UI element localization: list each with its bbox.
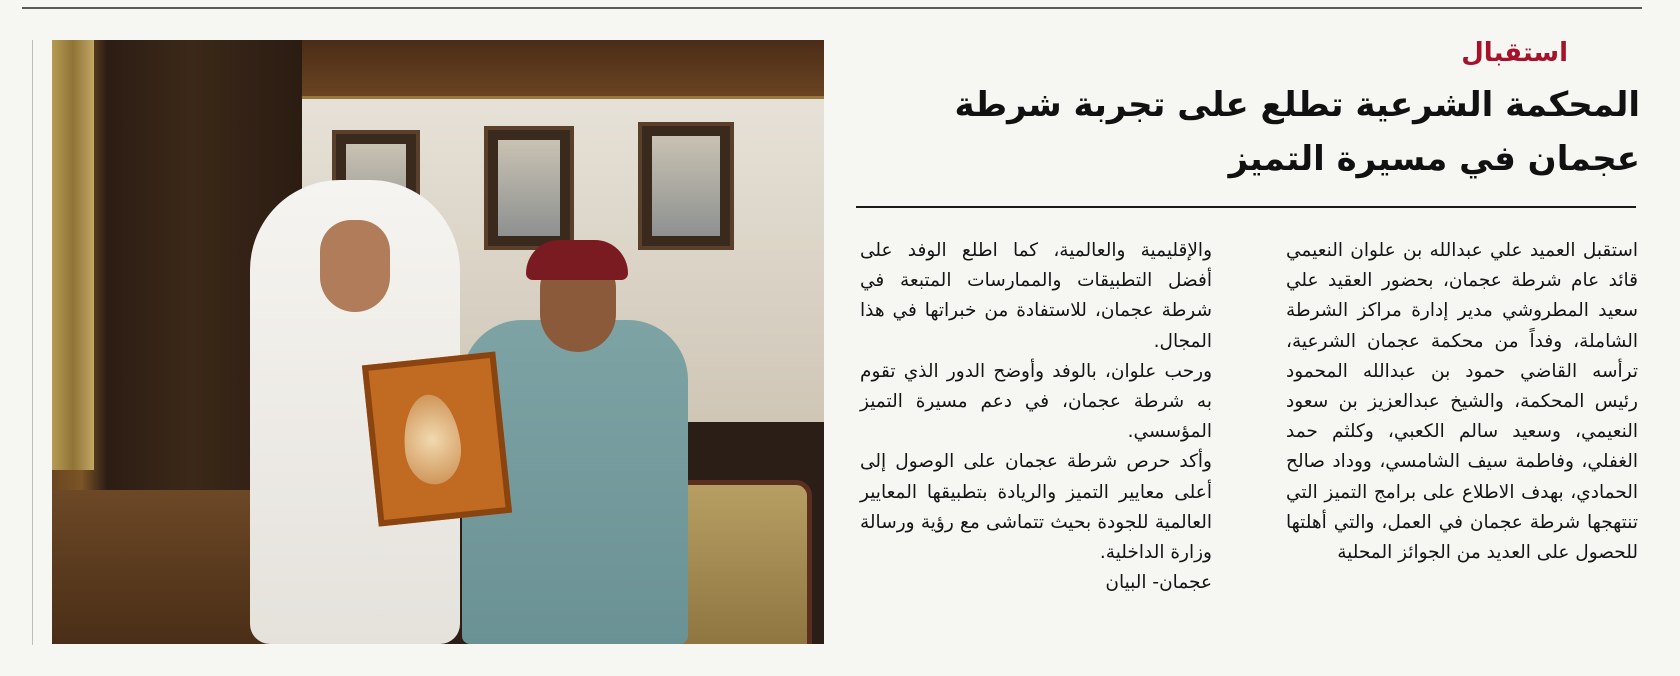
portrait-frame: [484, 126, 574, 250]
body-paragraph: استقبل العميد علي عبدالله بن علوان النعيمي قائد عام شرطة عجمان، بحضور العقيد علي سعيد المطروشي مدير إدارة مراكز الشرطة الشاملة، وفداً من محكمة عجمان الشرعية، ترأسه القاضي حمود بن عبدالله المحمود رئيس المحكمة، والشيخ عبدالعزيز بن سعود النعيمي، وسعيد سالم الكعبي، وكلثم حمد الغفلي، وفاطمة سيف الشامسي، ووداد صالح الحمادي، بهدف الاطلاع على برامج التميز التي تنتهجها شرطة عجمان في العمل، والتي أهلتها للحصول على العديد من الجوائز المحلية: [1286, 240, 1638, 564]
body-paragraph: وأكد حرص شرطة عجمان على الوصول إلى أعلى معايير التميز والريادة بتطبيقها المعايير العالمية للجودة بحيث تتماشى مع رؤية ورسالة وزارة الداخلية.: [860, 451, 1212, 564]
body-paragraph: والإقليمية والعالمية، كما اطلع الوفد على أفضل التطبيقات والممارسات المتبعة في شرطة عجمان، للاستفادة من خبراتها في هذا المجال.: [860, 240, 1212, 352]
photo-beret: [526, 240, 628, 280]
headline-separator: [856, 206, 1636, 208]
photo-person-face: [320, 220, 390, 312]
body-paragraph: ورحب علوان، بالوفد وأوضح الدور الذي تقوم به شرطة عجمان، في دعم مسيرة التميز المؤسسي.: [860, 360, 1212, 443]
portrait-frame: [638, 122, 734, 250]
photo-plaque: [362, 351, 512, 526]
byline: عجمان- البيان: [1105, 572, 1212, 594]
photo-ceiling: [302, 40, 824, 99]
section-label: استقبال: [1461, 38, 1568, 68]
headline: المحكمة الشرعية تطلع على تجربة شرطة عجمان في مسيرة التميز: [954, 85, 1640, 179]
photo-curtain: [52, 40, 94, 470]
top-rule: [22, 7, 1642, 9]
body-column-left: [860, 236, 1212, 598]
body-column-right: [1286, 236, 1638, 568]
left-margin-rule: [32, 40, 33, 645]
reception-photo: [52, 40, 824, 644]
